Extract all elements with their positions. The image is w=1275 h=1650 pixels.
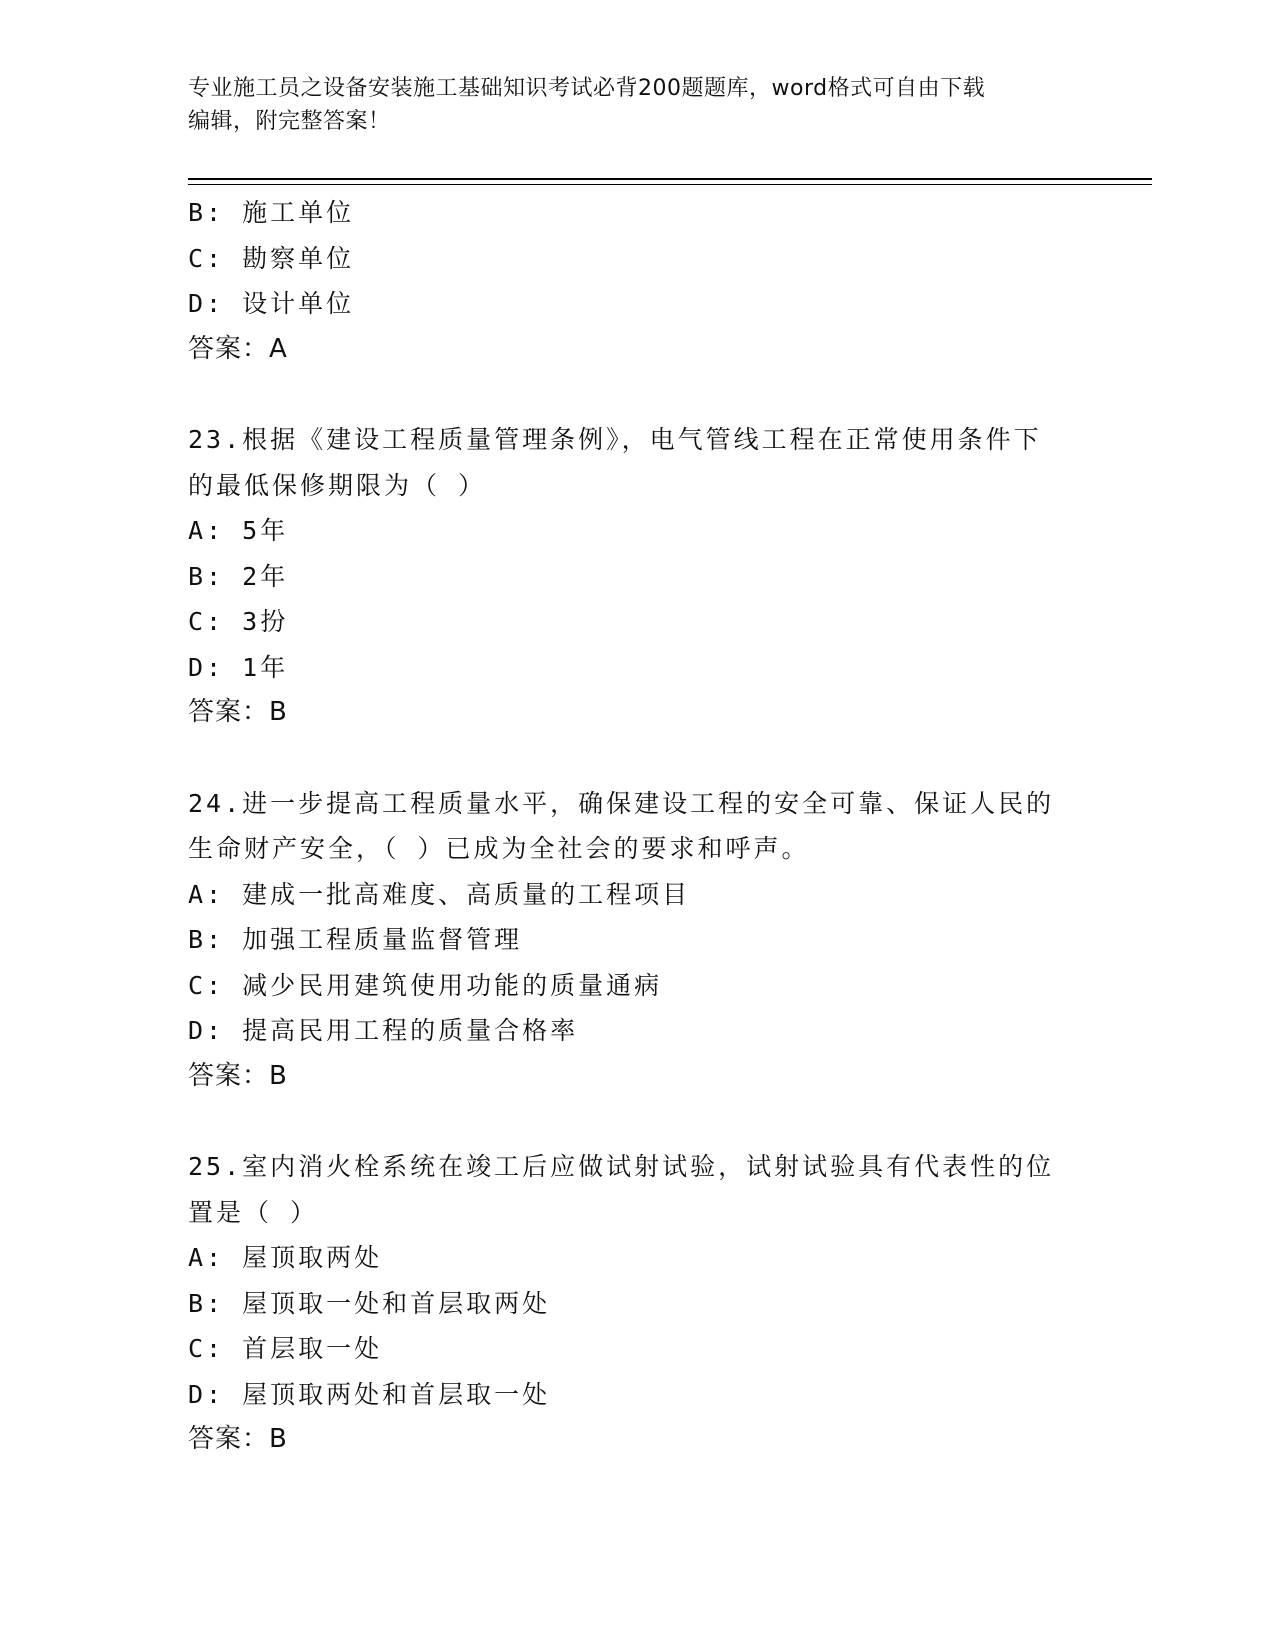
option-d: D: 1年 xyxy=(188,652,289,682)
question-22-continued xyxy=(188,190,1088,372)
header-divider-thick xyxy=(188,178,1152,180)
answer-line: 答案：A xyxy=(188,333,288,364)
answer-line: 答案：B xyxy=(188,1060,288,1091)
option-c: C: 首层取一处 xyxy=(188,1334,383,1363)
option-c: C: 勘察单位 xyxy=(188,243,355,273)
header-line-2: 编辑，附完整答案！ xyxy=(188,109,391,134)
question-text-line-2: 置是（ ） xyxy=(188,1197,319,1227)
question-25 xyxy=(188,1144,1088,1463)
option-d: D: 屋顶取两处和首层取一处 xyxy=(188,1379,551,1409)
option-b: B: 施工单位 xyxy=(188,198,355,227)
option-d: D: 提高民用工程的质量合格率 xyxy=(188,1016,579,1045)
option-b: B: 屋顶取一处和首层取两处 xyxy=(188,1288,551,1318)
question-text-line-2: 的最低保修期限为（ ） xyxy=(188,470,487,500)
option-c: C: 减少民用建筑使用功能的质量通病 xyxy=(188,970,663,1000)
header-divider-thin xyxy=(188,184,1152,185)
question-text-line-1: 23.根据《建设工程质量管理条例》，电气管线工程在正常使用条件下 xyxy=(188,425,1042,454)
answer-line: 答案：B xyxy=(188,697,288,727)
question-text-line-1: 24.进一步提高工程质量水平，确保建设工程的安全可靠、保证人民的 xyxy=(188,788,1055,818)
option-a: A: 5年 xyxy=(188,516,289,545)
question-24 xyxy=(188,781,1088,1100)
document-body xyxy=(188,190,1088,1463)
answer-line: 答案：B xyxy=(188,1424,288,1454)
document-header xyxy=(188,72,1068,138)
option-a: A: 建成一批高难度、高质量的工程项目 xyxy=(188,879,691,909)
option-c: C: 3扮 xyxy=(188,607,289,636)
option-b: B: 加强工程质量监督管理 xyxy=(188,925,523,954)
question-23 xyxy=(188,417,1088,736)
option-a: A: 屋顶取两处 xyxy=(188,1243,383,1272)
option-b: B: 2年 xyxy=(188,561,289,591)
question-text-line-2: 生命财产安全，（ ）已成为全社会的要求和呼声。 xyxy=(188,834,810,863)
header-line-1: 专业施工员之设备安装施工基础知识考试必背200题题库，word格式可自由下载 xyxy=(188,76,986,101)
option-d: D: 设计单位 xyxy=(188,289,355,318)
question-text-line-1: 25.室内消火栓系统在竣工后应做试射试验，试射试验具有代表性的位 xyxy=(188,1152,1055,1181)
